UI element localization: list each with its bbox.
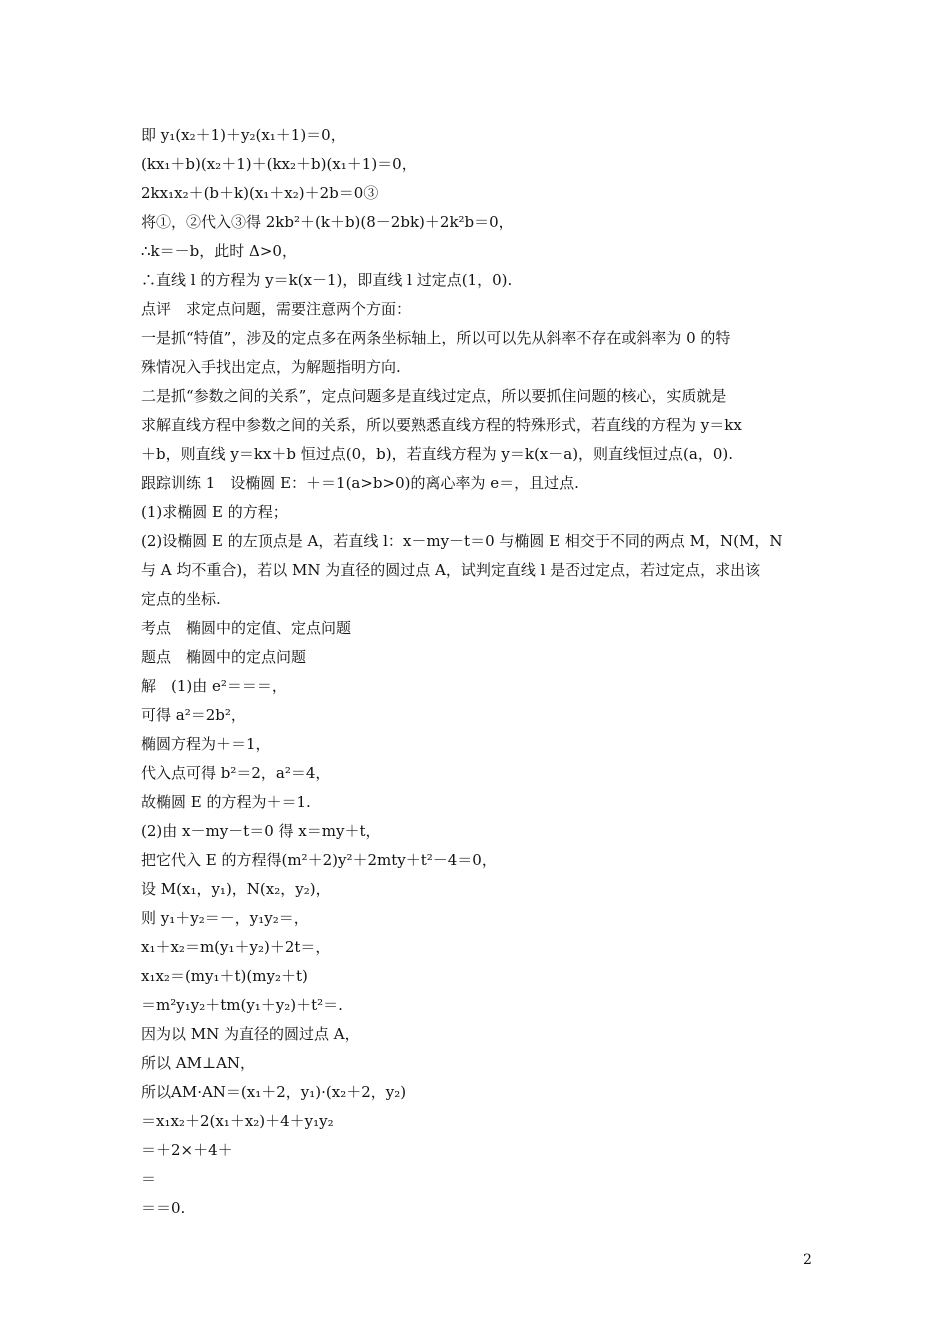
- text-line: (kx₁＋b)(x₂＋1)＋(kx₂＋b)(x₁＋1)＝0，: [141, 155, 417, 173]
- text-line: x₁＋x₂＝m(y₁＋y₂)＋2t＝，: [141, 938, 331, 956]
- text-line: 因为以 MN 为直径的圆过点 A，: [141, 1025, 360, 1043]
- text-line: 点评 求定点问题，需要注意两个方面：: [141, 300, 412, 318]
- text-line: ＝: [141, 1170, 157, 1188]
- text-line: 将①，②代入③得 2kb²＋(k＋b)(8－2bk)＋2k²b＝0，: [141, 213, 514, 231]
- text-line: (1)求椭圆 E 的方程；: [141, 503, 288, 521]
- text-line: 可得 a²＝2b²，: [141, 706, 246, 724]
- text-line: 定点的坐标.: [141, 590, 221, 608]
- text-line: ＝m²y₁y₂＋tm(y₁＋y₂)＋t²＝.: [141, 996, 343, 1014]
- text-line: ＝＝0.: [141, 1199, 186, 1217]
- text-line: 把它代入 E 的方程得(m²＋2)y²＋2mty＋t²－4＝0，: [141, 851, 497, 869]
- text-line: 所以 AM⊥AN，: [141, 1054, 256, 1072]
- text-line: 椭圆方程为＋＝1，: [141, 735, 271, 753]
- text-line: x₁x₂＝(my₁＋t)(my₂＋t): [141, 967, 308, 985]
- page-number: 2: [803, 1252, 812, 1268]
- text-line: 2kx₁x₂＋(b＋k)(x₁＋x₂)＋2b＝0③: [141, 184, 379, 202]
- text-line: 二是抓“参数之间的关系”，定点问题多是直线过定点，所以要抓住问题的核心，实质就是: [141, 387, 727, 405]
- text-line: 考点 椭圆中的定值、定点问题: [141, 619, 352, 637]
- text-line: 解 (1)由 e²＝＝＝，: [141, 677, 287, 695]
- text-line: 题点 椭圆中的定点问题: [141, 648, 307, 666]
- text-line: ＝x₁x₂＋2(x₁＋x₂)＋4＋y₁y₂: [141, 1112, 334, 1130]
- text-line: (2)由 x－my－t＝0 得 x＝my＋t，: [141, 822, 381, 840]
- text-line: 故椭圆 E 的方程为＋＝1.: [141, 793, 311, 811]
- text-line: (2)设椭圆 E 的左顶点是 A，若直线 l：x－my－t＝0 与椭圆 E 相交于不同的两点 M，N(M，N: [141, 532, 783, 550]
- text-line: ＋b，则直线 y＝kx＋b 恒过点(0，b)，若直线方程为 y＝k(x－a)，则直线恒过点(a，0).: [141, 445, 734, 463]
- text-line: ＝＋2×＋4＋: [141, 1141, 233, 1159]
- text-line: 一是抓“特值”，涉及的定点多在两条坐标轴上，所以可以先从斜率不存在或斜率为 0 的特: [141, 329, 731, 347]
- text-line: 设 M(x₁，y₁)，N(x₂，y₂)，: [141, 880, 331, 898]
- text-line: ∴直线 l 的方程为 y＝k(x－1)，即直线 l 过定点(1，0).: [141, 271, 513, 289]
- text-line: 与 A 均不重合)，若以 MN 为直径的圆过点 A，试判定直线 l 是否过定点，若过定点，求出该: [141, 561, 761, 579]
- body-text: [141, 121, 821, 1223]
- text-line: 所以AM·AN＝(x₁＋2，y₁)·(x₂＋2，y₂): [141, 1083, 407, 1101]
- text-line: 求解直线方程中参数之间的关系，所以要熟悉直线方程的特殊形式，若直线的方程为 y＝kx: [141, 416, 742, 434]
- text-line: ∴k＝－b，此时 Δ>0，: [141, 242, 297, 260]
- text-line: 代入点可得 b²＝2，a²＝4，: [141, 764, 331, 782]
- text-line: 即 y₁(x₂＋1)＋y₂(x₁＋1)＝0，: [141, 126, 346, 144]
- text-line: 跟踪训练 1 设椭圆 E：＋＝1(a>b>0)的离心率为 e＝，且过点.: [141, 474, 579, 492]
- text-line: 则 y₁＋y₂＝－，y₁y₂＝，: [141, 909, 309, 927]
- text-line: 殊情况入手找出定点，为解题指明方向.: [141, 358, 401, 376]
